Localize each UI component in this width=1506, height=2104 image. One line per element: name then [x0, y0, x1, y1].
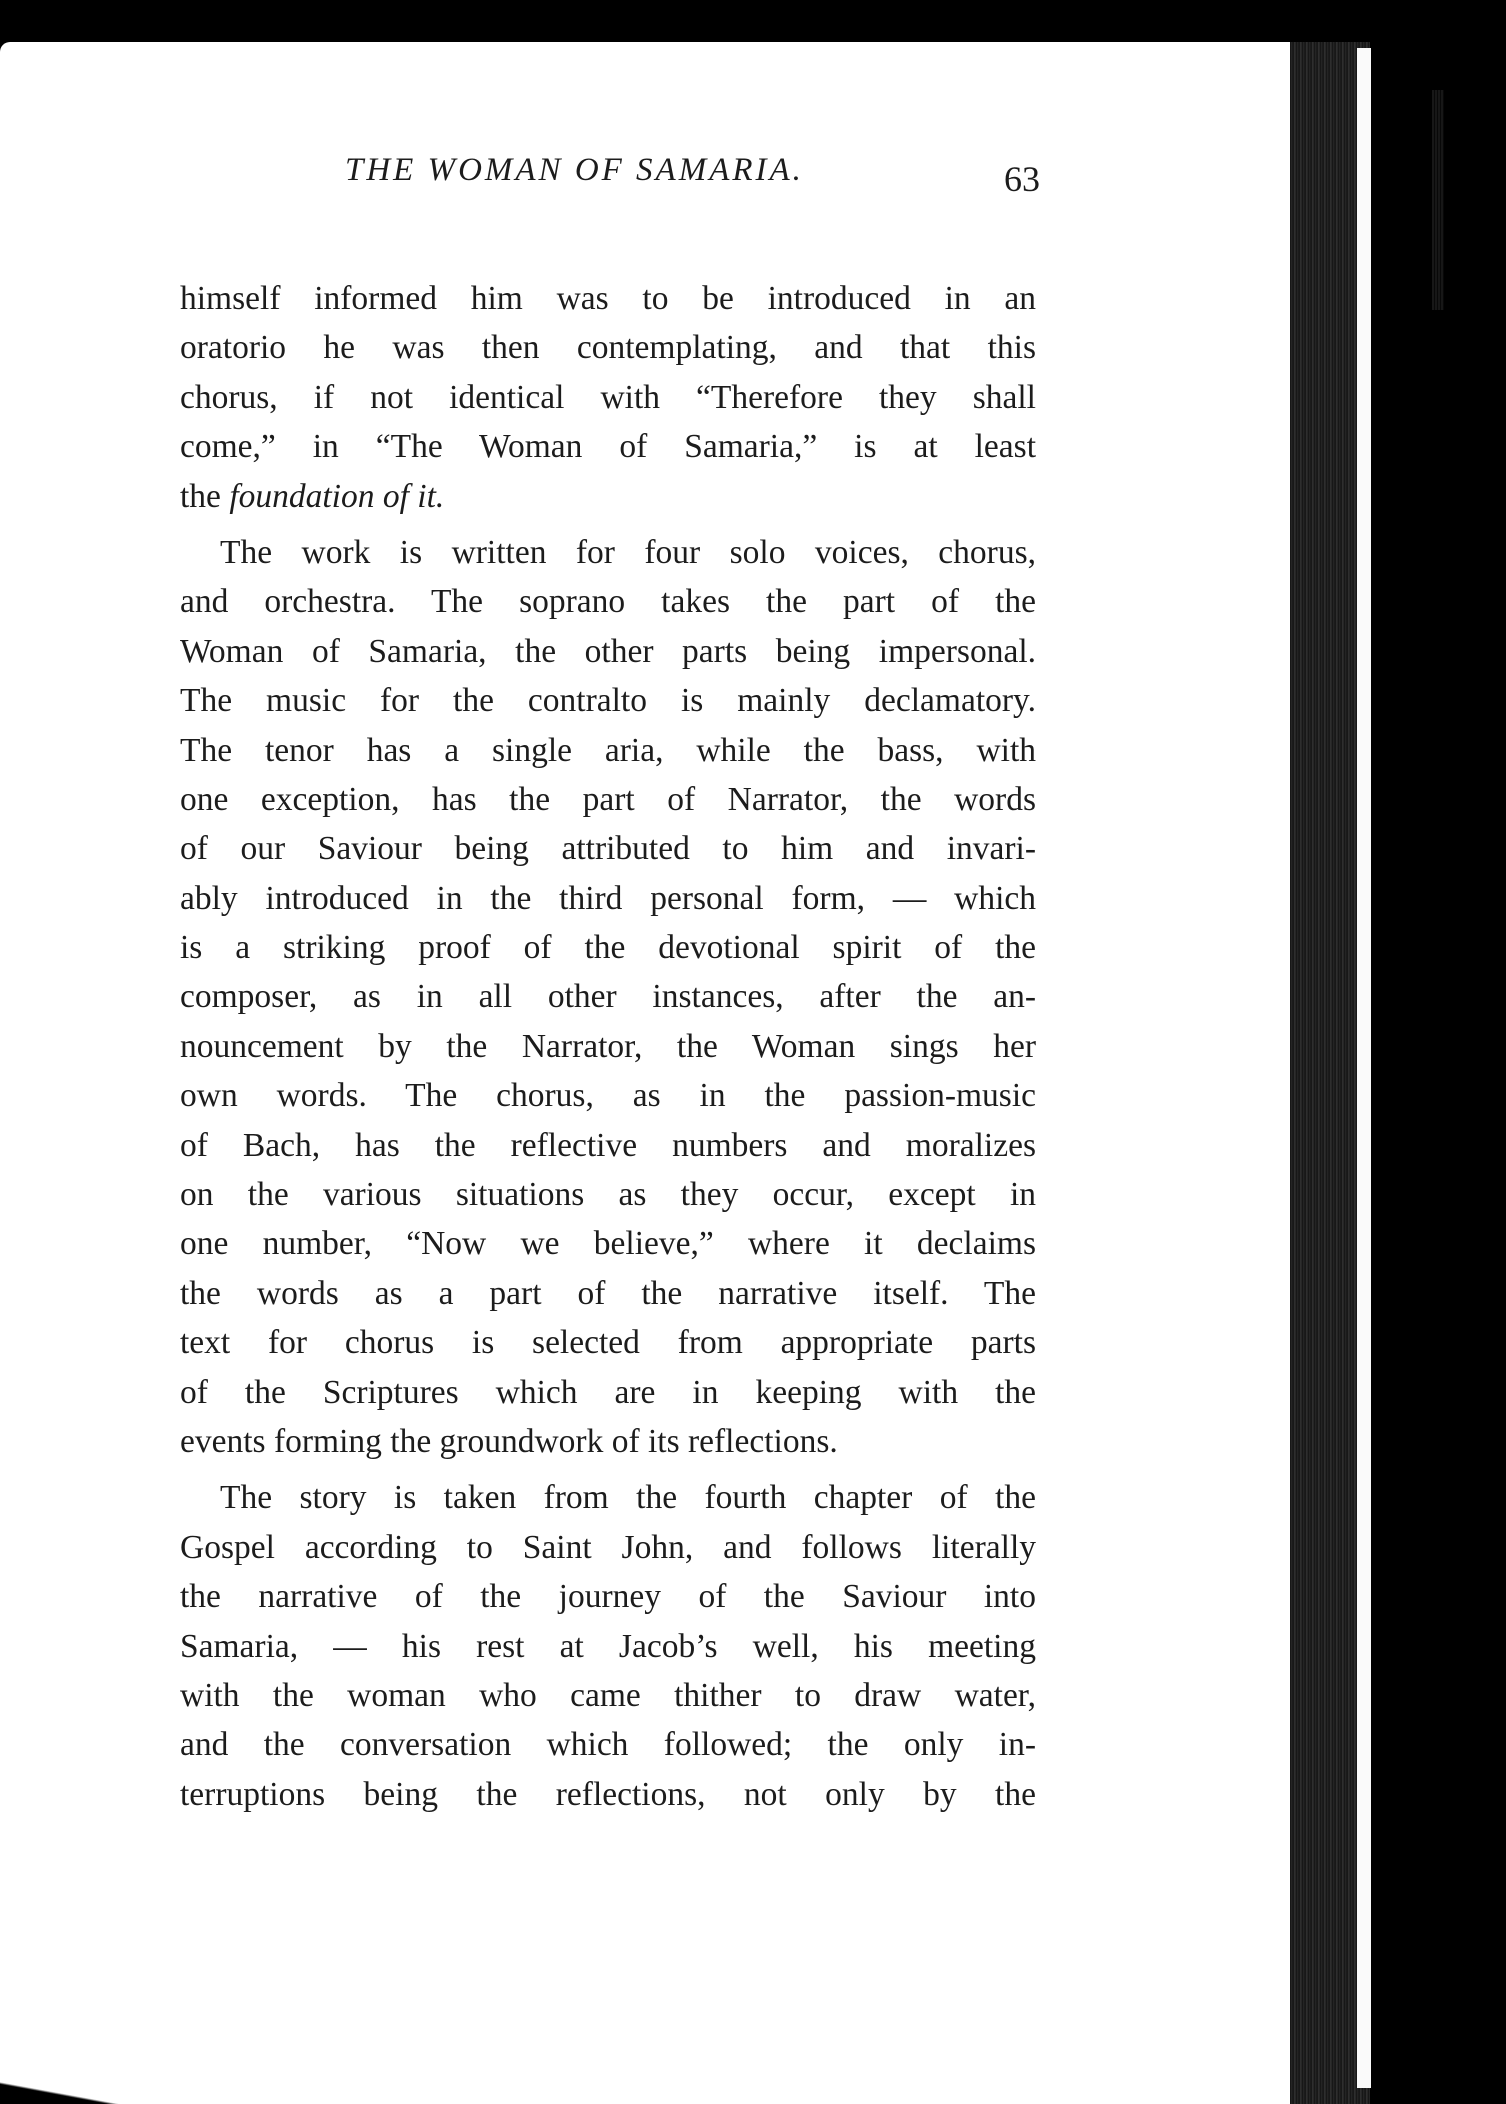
paragraph-1: [180, 274, 1036, 521]
text-line: of the Scriptures which are in keeping with the: [180, 1373, 1036, 1411]
text-line: chorus, if not identical with “Therefore they shall: [180, 378, 1036, 416]
text-line: of our Saviour being attributed to him and invari-: [180, 830, 1036, 868]
text-line: and the conversation which followed; the only in-: [180, 1726, 1036, 1764]
text-line: oratorio he was then contemplating, and that this: [180, 329, 1036, 367]
text-line: one exception, has the part of Narrator, the words: [180, 780, 1036, 818]
text-line: own words. The chorus, as in the passion-music: [180, 1077, 1036, 1115]
text-line: composer, as in all other instances, after the an-: [180, 978, 1036, 1016]
text-line: on the various situations as they occur, except in: [180, 1176, 1036, 1214]
body-text: [180, 274, 1036, 1819]
emphasis-text: foundation of it.: [229, 477, 445, 515]
text-line: Gospel according to Saint John, and follows literally: [180, 1528, 1036, 1566]
page-bottom-shadow: [0, 2082, 120, 2104]
text-line: The work is written for four solo voices, chorus,: [220, 533, 1036, 571]
page-edge: [1357, 48, 1371, 2088]
text-line: text for chorus is selected from appropriate parts: [180, 1324, 1036, 1362]
text-line: The tenor has a single aria, while the bass, with: [180, 731, 1036, 769]
text-line: come,” in “The Woman of Samaria,” is at least: [180, 428, 1036, 466]
text-line: ably introduced in the third personal form, — which: [180, 879, 1036, 917]
text-line: The music for the contralto is mainly declamatory.: [180, 682, 1036, 720]
page-corner-shadow: [0, 0, 260, 42]
text-line: with the woman who came thither to draw water,: [180, 1676, 1036, 1714]
text-line: and orchestra. The soprano takes the part of the: [180, 583, 1036, 621]
text-line: nouncement by the Narrator, the Woman sings her: [180, 1027, 1036, 1065]
text-line: of Bach, has the reflective numbers and moralizes: [180, 1126, 1036, 1164]
text-line: the narrative of the journey of the Saviour into: [180, 1578, 1036, 1616]
text-line: events forming the groundwork of its reflections.: [180, 1422, 838, 1460]
page-number: 63: [1004, 159, 1040, 199]
text-line: one number, “Now we believe,” where it declaims: [180, 1225, 1036, 1263]
text-line: Woman of Samaria, the other parts being impersonal.: [180, 632, 1036, 670]
text-line: is a striking proof of the devotional spirit of the: [180, 929, 1036, 967]
text-line: [180, 472, 1036, 521]
paragraph-2: [180, 528, 1036, 1466]
text-fragment: the: [180, 477, 230, 515]
text-line: The story is taken from the fourth chapter of the: [220, 1479, 1036, 1517]
text-line: Samaria, — his rest at Jacob’s well, his meeting: [180, 1627, 1036, 1665]
running-head: [180, 152, 1040, 202]
running-title: THE WOMAN OF SAMARIA.: [345, 152, 804, 188]
paragraph-3: [180, 1473, 1036, 1819]
text-line: terruptions being the reflections, not only by the: [180, 1775, 1036, 1813]
text-line: himself informed him was to be introduced in an: [180, 280, 1036, 317]
text-line: the words as a part of the narrative itself. The: [180, 1274, 1036, 1312]
page-edge-lines: [1432, 90, 1444, 310]
scan-background: [1371, 0, 1506, 2104]
